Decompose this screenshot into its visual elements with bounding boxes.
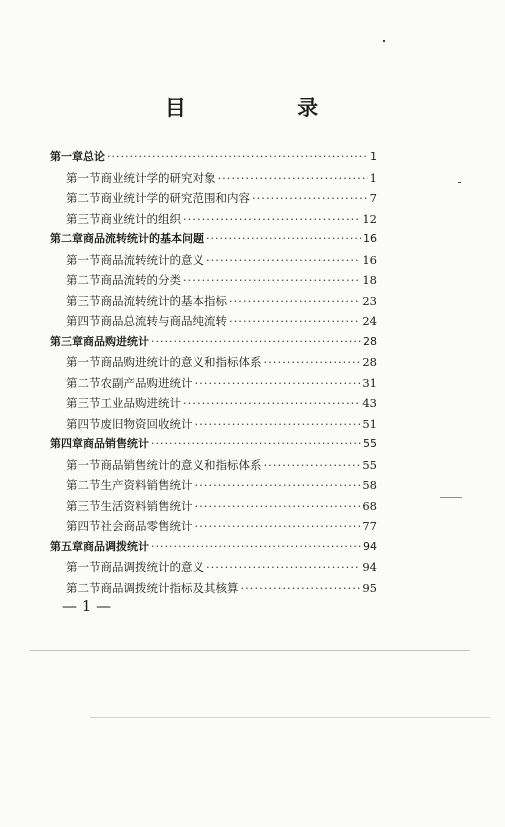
toc-entry-page: 68: [362, 498, 377, 513]
toc-chapter-entry[interactable]: [50, 148, 377, 166]
toc-section-entry[interactable]: [66, 476, 377, 494]
toc-entry-title: 商品销售统计: [83, 437, 149, 450]
speck: [440, 497, 462, 498]
dot-leader: [195, 415, 361, 433]
toc-entry-title: 商品调拨统计: [83, 539, 149, 553]
toc-entry-title: 商品总流转与商品纯流转: [100, 314, 227, 328]
dot-leader: [252, 189, 368, 207]
dot-leader: [206, 558, 360, 576]
toc-entry-number: 第一节: [66, 252, 101, 267]
toc-entry-title: 社会商品零售统计: [100, 519, 193, 533]
toc-section-entry[interactable]: [66, 558, 377, 576]
scan-line: [30, 650, 470, 651]
toc-section-entry[interactable]: [66, 497, 377, 515]
toc-chapter-entry[interactable]: [50, 435, 377, 453]
toc-entry-title: 商品流转统计的意义: [100, 252, 204, 267]
toc-section-entry[interactable]: [66, 579, 377, 597]
toc-entry-page: 23: [362, 293, 377, 308]
toc-section-entry[interactable]: [66, 169, 377, 187]
toc-entry-title: 商品流转统计的基本指标: [100, 293, 227, 308]
dot-leader: [195, 476, 361, 494]
toc-entry-title: 商品销售统计的意义和指标体系: [100, 457, 262, 472]
toc-entry-title: 商品调拨统计的意义: [100, 560, 204, 574]
toc-section-entry[interactable]: [66, 394, 377, 412]
dot-leader: [229, 312, 360, 330]
toc-entry-number: 第二节: [66, 375, 101, 390]
toc-entry-page: 77: [362, 519, 377, 533]
toc-section-entry[interactable]: [66, 251, 377, 269]
speck: [383, 40, 385, 42]
toc-entry-page: 16: [363, 232, 377, 245]
dot-leader: [264, 353, 361, 371]
toc-entry-title: 商品流转的分类: [100, 273, 181, 287]
toc-entry-number: 第一节: [66, 170, 101, 185]
toc-entry-number: 第四节: [66, 519, 101, 533]
toc-entry-title: 农副产品购进统计: [100, 375, 193, 390]
toc-entry-page: 18: [362, 273, 377, 287]
toc-entry-title: 商业统计的组织: [100, 211, 181, 226]
toc-section-entry[interactable]: [66, 210, 377, 228]
toc-section-entry[interactable]: [66, 353, 377, 371]
dot-leader: [151, 435, 361, 453]
toc-entry-number: 第四节: [66, 314, 101, 328]
toc-entry-title: 商品购进统计的意义和指标体系: [100, 355, 262, 369]
toc-entry-number: 第三节: [66, 293, 101, 308]
toc-section-entry[interactable]: [66, 292, 377, 310]
toc-entry-title: 商业统计学的研究范围和内容: [100, 191, 250, 205]
toc-section-entry[interactable]: [66, 271, 377, 289]
toc-section-entry[interactable]: [66, 189, 377, 207]
toc-entry-page: 51: [362, 416, 377, 431]
toc-entry-title: 商业统计学的研究对象: [100, 170, 216, 185]
toc-section-entry[interactable]: [66, 312, 377, 330]
dot-leader: [151, 538, 361, 556]
toc-entry-page: 1: [370, 150, 377, 163]
dot-leader: [151, 333, 361, 351]
toc-entry-page: 94: [362, 560, 377, 574]
dot-leader: [183, 210, 360, 228]
dot-leader: [195, 374, 361, 392]
toc-section-entry[interactable]: [66, 415, 377, 433]
toc-section-entry[interactable]: [66, 517, 377, 535]
toc-entry-title: 商品调拨统计指标及其核算: [100, 580, 239, 595]
page-title: 目 录: [164, 96, 371, 120]
dot-leader: [264, 456, 361, 474]
toc-entry-number: 第二章: [50, 232, 83, 245]
dot-leader: [206, 230, 361, 248]
toc-entry-page: 7: [369, 191, 377, 205]
toc-section-entry[interactable]: [66, 456, 377, 474]
dot-leader: [241, 579, 361, 597]
toc-entry-number: 第二节: [66, 191, 101, 205]
toc-entry-number: 第二节: [66, 273, 101, 287]
toc-entry-number: 第三节: [66, 211, 101, 226]
toc-chapter-entry[interactable]: [50, 333, 377, 351]
toc-entry-title: 总论: [83, 150, 105, 163]
page-number: — 1 —: [62, 597, 112, 615]
toc-entry-number: 第三章: [50, 334, 83, 348]
toc-entry-title: 废旧物资回收统计: [100, 416, 193, 431]
dot-leader: [195, 497, 361, 515]
toc-entry-number: 第三节: [66, 396, 101, 410]
toc-entry-page: 24: [362, 314, 377, 328]
dot-leader: [206, 251, 360, 269]
toc-entry-number: 第二节: [66, 478, 101, 492]
dot-leader: [229, 292, 360, 310]
toc-entry-number: 第三节: [66, 498, 101, 513]
toc-entry-page: 12: [362, 211, 377, 226]
toc-entry-title: 生产资料销售统计: [100, 478, 193, 492]
toc-entry-page: 95: [362, 580, 377, 595]
toc-chapter-entry[interactable]: [50, 538, 377, 556]
toc-entry-number: 第一节: [66, 457, 101, 472]
dot-leader: [195, 517, 361, 535]
toc-entry-page: 1: [369, 170, 377, 185]
toc-entry-title: 工业品购进统计: [100, 396, 181, 410]
dot-leader: [183, 271, 360, 289]
dot-leader: [107, 148, 368, 166]
toc-entry-page: 31: [362, 375, 377, 390]
toc-entry-number: 第五章: [50, 539, 83, 553]
toc-entry-number: 第二节: [66, 580, 101, 595]
toc-section-entry[interactable]: [66, 374, 377, 392]
toc-entry-page: 28: [362, 355, 377, 369]
toc-entry-number: 第一章: [50, 150, 83, 163]
toc-entry-page: 55: [362, 457, 377, 472]
toc-entry-title: 生活资料销售统计: [100, 498, 193, 513]
toc-entry-number: 第四章: [50, 437, 83, 450]
toc-entry-title: 商品购进统计: [83, 334, 149, 348]
toc-entry-page: 28: [363, 334, 377, 348]
toc-entry-page: 43: [362, 396, 377, 410]
toc-entry-page: 58: [362, 478, 377, 492]
scan-line: [90, 717, 490, 718]
toc-entry-page: 94: [363, 539, 377, 553]
toc-entry-number: 第一节: [66, 355, 101, 369]
toc-entry-page: 55: [363, 437, 377, 450]
toc-entry-number: 第一节: [66, 560, 101, 574]
toc-chapter-entry[interactable]: [50, 230, 377, 248]
toc-entry-page: 16: [362, 252, 377, 267]
dot-leader: [218, 169, 368, 187]
dot-leader: [183, 394, 360, 412]
toc-entry-number: 第四节: [66, 416, 101, 431]
toc-entry-title: 商品流转统计的基本问题: [83, 232, 204, 245]
speck: [458, 182, 461, 183]
